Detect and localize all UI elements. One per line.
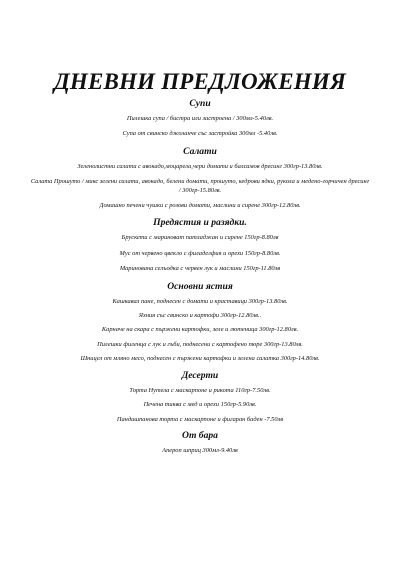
section-heading: Супи bbox=[189, 98, 211, 109]
section-heading: Основни ястия bbox=[167, 280, 233, 292]
section-desserts bbox=[30, 370, 370, 424]
section-heading: Салати bbox=[183, 145, 217, 157]
menu-item: Яхния със свинско и картофи 300гр-12.80лв.. bbox=[138, 312, 262, 320]
section-heading: Предястия и разядки. bbox=[153, 217, 247, 229]
menu-item: Торта Нутела с маскарпоне и рикота 110гр-7.50лв. bbox=[129, 386, 271, 394]
section-heading: От бара bbox=[182, 429, 218, 441]
menu-item: Зеленолистни салати с авокадо,моцарела,чери домати и балсамов дресинг 300гр-13.80лв. bbox=[77, 162, 323, 170]
menu-item: Мус от червено цвекло с филаделфия и орехи 150гр-8.80лв. bbox=[119, 249, 281, 257]
menu-item: Карначе на скара с пържени картофки, зеле и лютеница 300гр-12.80лв. bbox=[101, 326, 299, 334]
menu-item: Печена тиква с мед и орехи 150гр-5.90лв. bbox=[143, 401, 257, 409]
menu-item: Супа от свинско джоланче със застройка 300мл -5.40лв. bbox=[122, 130, 278, 138]
menu-item: Пандишпанова торта с маскарпоне и фигаран баден -7.50лв bbox=[116, 415, 284, 423]
menu-body bbox=[30, 98, 370, 462]
menu-item: Маринована селъодка с червен лук и маслини 150гр-11.80лв bbox=[119, 265, 281, 273]
menu-item: Кашкавал пане, поднесен с домати и краставици 300гр-13.80лв. bbox=[112, 297, 288, 305]
menu-item: Шницел от мляно месо, поднесен с пържени картофки и зелена салатка 300гр-14.80лв. bbox=[80, 355, 320, 363]
menu-item: Пилешка супа / бистра или застроена / 300мл-5.40лв. bbox=[126, 115, 274, 122]
section-soups bbox=[30, 98, 370, 139]
section-main-courses bbox=[30, 281, 370, 364]
section-starters bbox=[30, 217, 370, 273]
menu-item: Пилешки филенца с лук и гъби, поднесени с картофено пюре 300гр-13.80лв. bbox=[97, 340, 303, 348]
section-salads bbox=[30, 146, 370, 211]
menu-item: Брускети с мариноват патладжан и сирене 150гр-8.80лв bbox=[121, 234, 279, 242]
menu-item: Салата Прошуто / микс зелени салати, авокадо, белени домати, прошуто, кедрови ядки, рукола и медено-горчичен дресинг / 300гр-15.80лв. bbox=[30, 178, 370, 194]
page-title: ДНЕВНИ ПРЕДЛОЖЕНИЯ bbox=[54, 69, 346, 94]
section-heading: Десерти bbox=[181, 369, 219, 381]
section-bar bbox=[30, 430, 370, 455]
menu-item: Апероп шприц 300мл-9.40лв bbox=[162, 446, 238, 454]
menu-item: Домашно печени чушки с розови домати, маслини и сирене 300гр-12.80лв. bbox=[99, 202, 301, 210]
